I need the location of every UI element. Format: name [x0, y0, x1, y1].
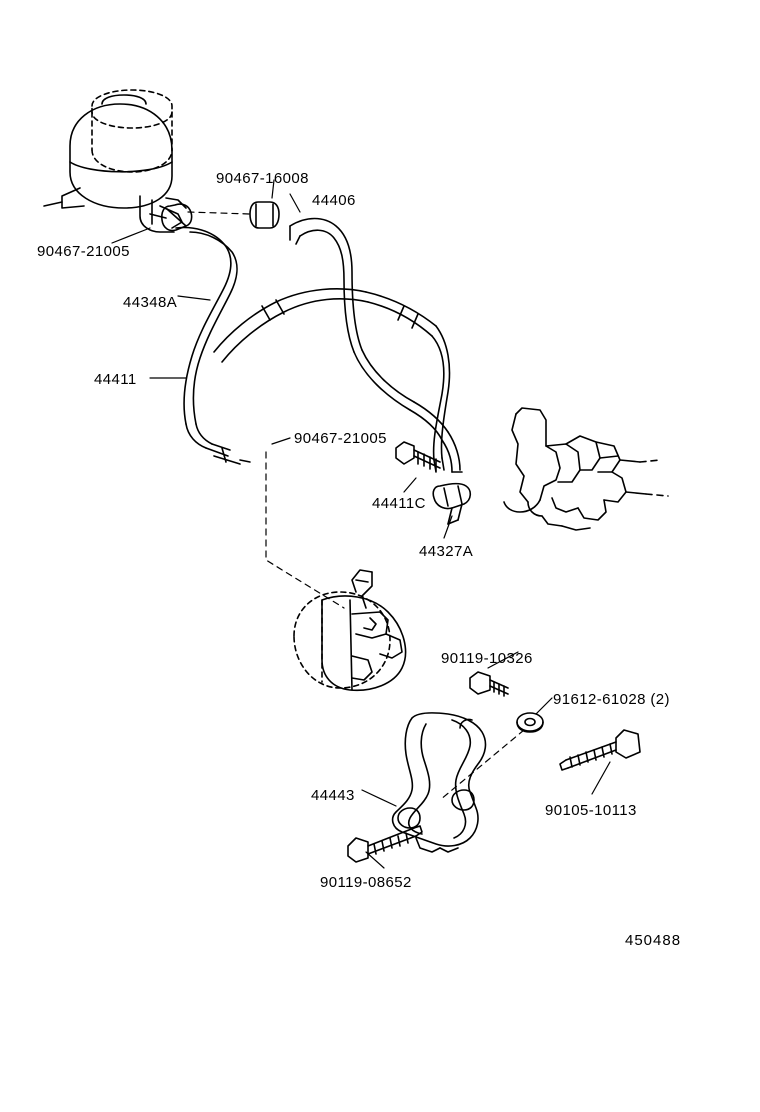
figure-number: 450488: [625, 932, 682, 949]
label-90119-10326: 90119-10326: [441, 650, 533, 667]
label-44406: 44406: [312, 192, 356, 209]
label-44348A: 44348A: [123, 294, 178, 311]
washer-91612-61028: [517, 713, 543, 732]
bolt-90119-08652: [348, 826, 422, 862]
label-44411C: 44411C: [372, 495, 426, 512]
bolt-90119-10326: [470, 672, 508, 696]
leader-clip-to-pump: [266, 452, 344, 608]
label-90467-21005-lower: 90467-21005: [294, 430, 387, 447]
label-90467-21005-upper: 90467-21005: [37, 243, 130, 260]
power-steering-pump-body: [322, 570, 406, 690]
clip-90467-16008: [250, 202, 279, 228]
label-90105-10113: 90105-10113: [545, 802, 637, 819]
leader-16008: [188, 212, 250, 214]
leader-bolt-path: [440, 730, 524, 800]
reservoir-tank: [44, 90, 186, 232]
steering-gear-housing: [504, 408, 668, 530]
leader-lines: [112, 180, 610, 868]
label-91612-61028: 91612-61028 (2): [553, 691, 670, 708]
label-90467-16008: 90467-16008: [216, 170, 309, 187]
bolt-90105-10113: [560, 730, 640, 770]
hose-44348A: [176, 228, 250, 464]
label-44327A: 44327A: [419, 543, 474, 560]
label-44411: 44411: [94, 371, 137, 388]
power-steering-pump: [294, 592, 390, 688]
label-44443: 44443: [311, 787, 355, 804]
label-90119-08652: 90119-08652: [320, 874, 412, 891]
